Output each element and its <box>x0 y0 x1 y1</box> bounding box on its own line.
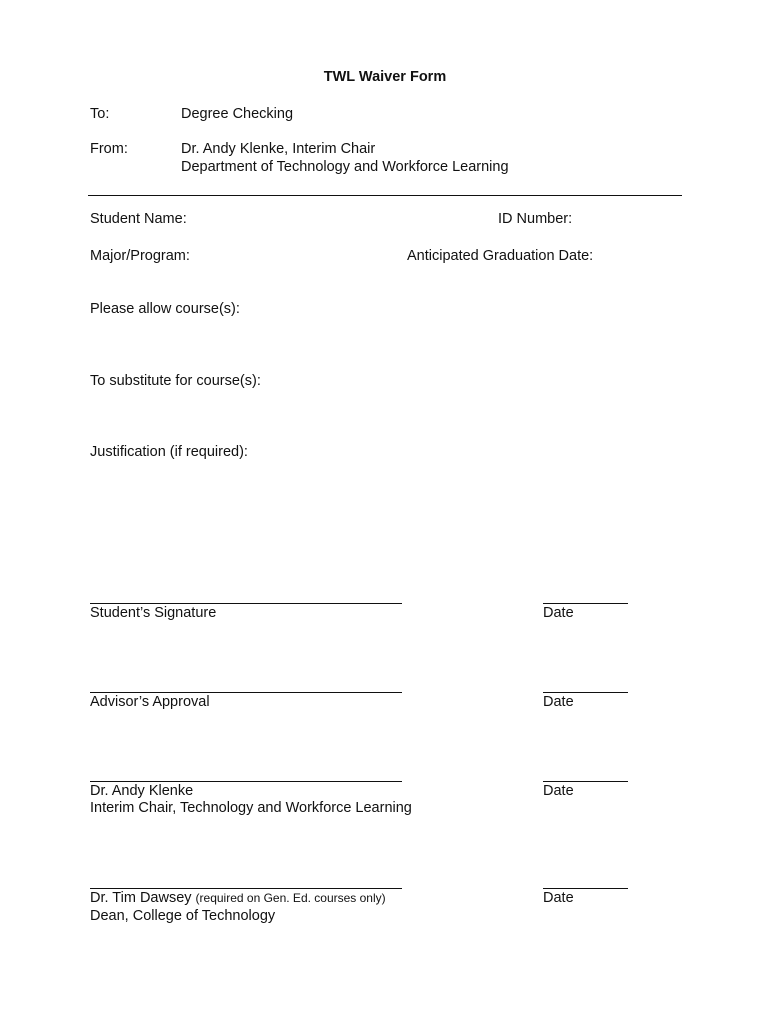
id-number-label: ID Number: <box>498 211 573 227</box>
chair-date-line <box>543 781 628 782</box>
form-title: TWL Waiver Form <box>323 69 447 85</box>
advisor-signature-line <box>90 692 402 693</box>
dean-note: (required on Gen. Ed. courses only) <box>195 891 386 905</box>
student-date-line <box>543 603 628 604</box>
dean-title: Dean, College of Technology <box>90 908 276 924</box>
dean-date-line <box>543 888 628 889</box>
from-name: Dr. Andy Klenke, Interim Chair <box>181 141 376 157</box>
chair-date-label: Date <box>543 783 574 799</box>
allow-courses-label: Please allow course(s): <box>90 301 240 317</box>
dean-name: Dr. Tim Dawsey <box>90 890 192 906</box>
advisor-date-label: Date <box>543 694 574 710</box>
chair-signature-line <box>90 781 402 782</box>
from-label: From: <box>90 141 128 157</box>
advisor-date-line <box>543 692 628 693</box>
chair-name: Dr. Andy Klenke <box>90 783 194 799</box>
from-department: Department of Technology and Workforce Learning <box>181 159 509 175</box>
dean-signature-line <box>90 888 402 889</box>
to-value: Degree Checking <box>181 106 294 122</box>
graduation-date-label: Anticipated Graduation Date: <box>407 248 594 264</box>
advisor-approval-label: Advisor’s Approval <box>90 694 210 710</box>
dean-name-line <box>90 890 386 906</box>
major-program-label: Major/Program: <box>90 248 190 264</box>
dean-date-label: Date <box>543 890 574 906</box>
student-signature-line <box>90 603 402 604</box>
header-divider <box>88 195 682 196</box>
student-name-label: Student Name: <box>90 211 187 227</box>
chair-title: Interim Chair, Technology and Workforce Learning <box>90 800 412 816</box>
to-label: To: <box>90 106 110 122</box>
student-date-label: Date <box>543 605 574 621</box>
student-signature-label: Student’s Signature <box>90 605 217 621</box>
substitute-courses-label: To substitute for course(s): <box>90 373 261 389</box>
justification-label: Justification (if required): <box>90 444 248 460</box>
